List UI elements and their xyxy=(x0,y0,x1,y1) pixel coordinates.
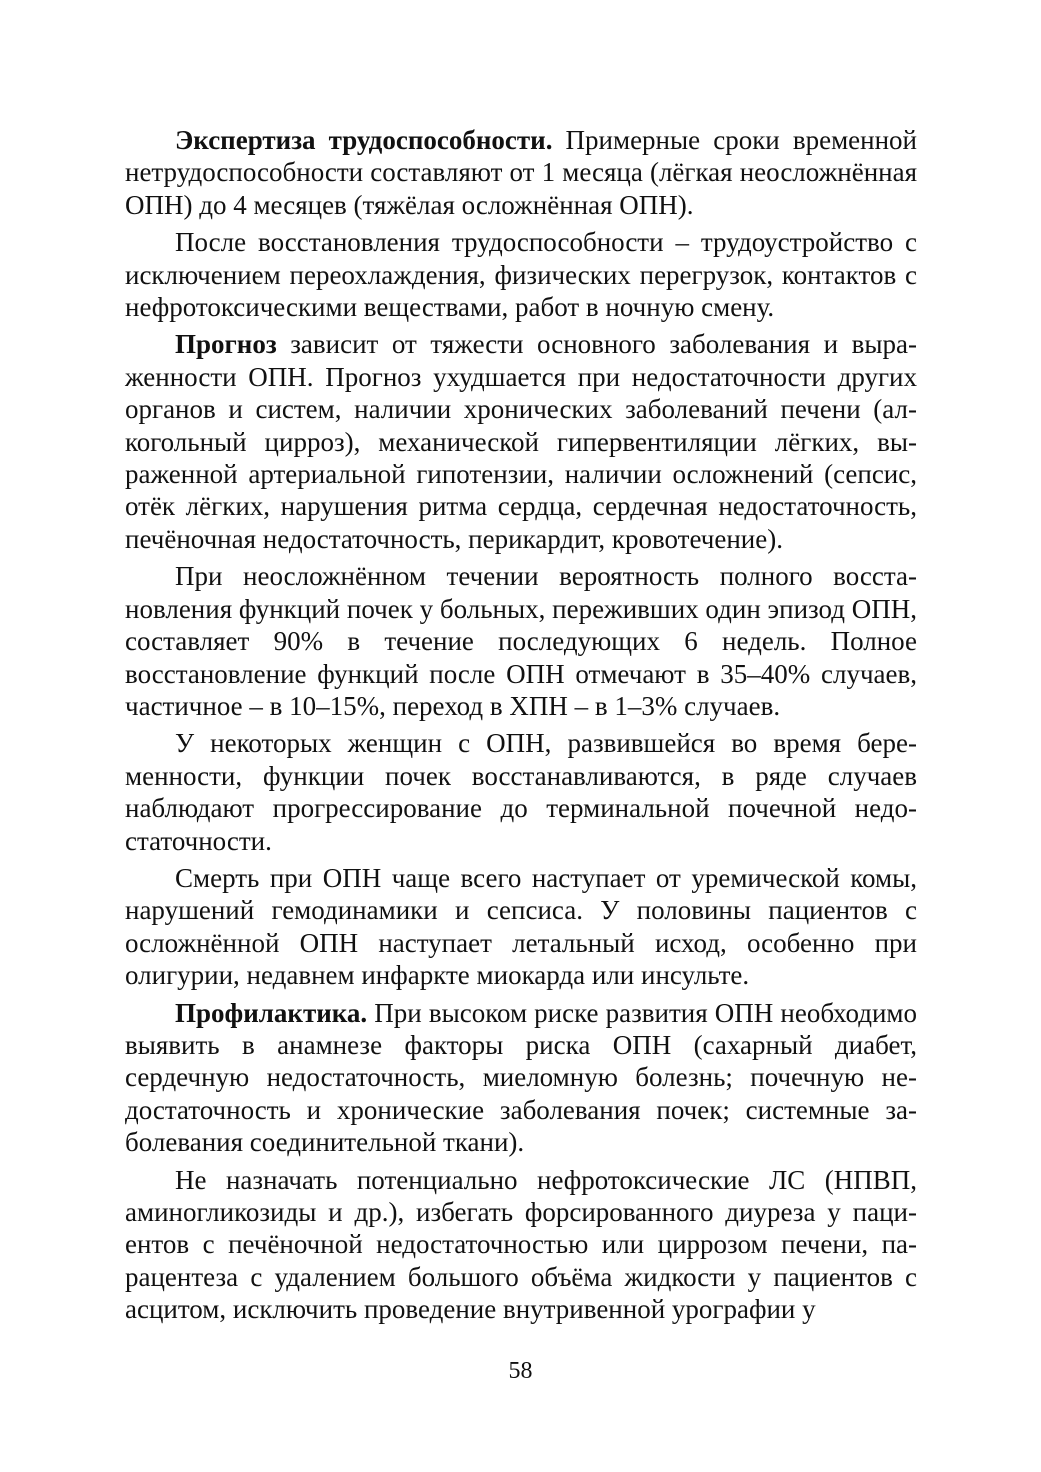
paragraph-prognosis xyxy=(125,328,917,555)
paragraph-employment xyxy=(125,226,917,323)
paragraph-text: У некоторых женщин с ОПН, развившейся во время беременности, функции почек восстанавливаются, в ряде случаев наблюдают прогрессирование до терминальной почечной недостаточности. xyxy=(125,728,917,856)
paragraph-text: Не назначать потенциально нефротоксические ЛС (НПВП, аминогликозиды и др.), избегать форсированного диуреза у пациентов с печёночной недостаточностью или циррозом печени, парацентеза с удалением большого объёма жидкости у пациентов с асцитом, исключить проведение внутривенной урографии у xyxy=(125,1164,917,1325)
paragraph-text: Примерные сроки временной нетрудоспособности составляют от 1 месяца (лёгкая неосложнённая ОПН) до 4 месяцев (тяжёлая осложнённая ОПН). xyxy=(125,125,917,220)
paragraph-text: При неосложнённом течении вероятность полного восстановления функций почек у больных, переживших один эпизод ОПН, составляет 90% в течение последующих 6 недель. Полное восстановление функций после ОПН отмечают в 35–40% случаев, частичное – в 10–15%, переход в ХПН – в 1–3% случаев. xyxy=(125,561,917,721)
paragraph-prevention xyxy=(125,997,917,1159)
paragraph-recovery-rates xyxy=(125,560,917,722)
paragraph-work-capacity-expertise xyxy=(125,124,917,221)
heading-work-capacity-expertise: Экспертиза трудоспособности. xyxy=(175,125,553,155)
paragraph-text: После восстановления трудоспособности – трудоустройство с исключением переохлаждения, физических перегрузок, контактов с нефротоксическими веществами, работ в ночную смену. xyxy=(125,227,917,323)
paragraph-text: Смерть при ОПН чаще всего наступает от уремической комы, нарушений гемодинамики и сепсиса. У половины пациентов с осложнённой ОПН наступает летальный исход, особенно при олигурии, недавнем инфаркте миокарда или инсульте. xyxy=(125,862,917,991)
paragraph-mortality xyxy=(125,862,917,992)
paragraph-text: При высоком риске развития ОПН необходимо выявить в анамнезе факторы риска ОПН (сахарный диабет, сердечную недостаточность, миеломную болезнь; почечную недостаточность и хронические заболевания почек; системные заболевания соединительной ткани). xyxy=(125,997,917,1158)
paragraph-pregnancy xyxy=(125,727,917,857)
paragraph-nephrotoxic-drugs xyxy=(125,1164,917,1326)
heading-prognosis: Прогноз xyxy=(175,329,277,360)
page-number: 58 xyxy=(508,1358,533,1384)
heading-prevention: Профилактика. xyxy=(175,997,368,1028)
page-body xyxy=(125,124,917,1326)
paragraph-text: зависит от тяжести основного заболевания и выраженности ОПН. Прогноз ухудшается при недостаточности других органов и систем, наличии хронических заболеваний печени (алкогольный цирроз), механической гипервентиляции лёгких, выраженной артериальной гипотензии, наличии осложнений (сепсис, отёк лёгких, нарушения ритма сердца, сердечная недостаточность, печёночная недостаточность, перикардит, кровотечение). xyxy=(125,329,917,554)
